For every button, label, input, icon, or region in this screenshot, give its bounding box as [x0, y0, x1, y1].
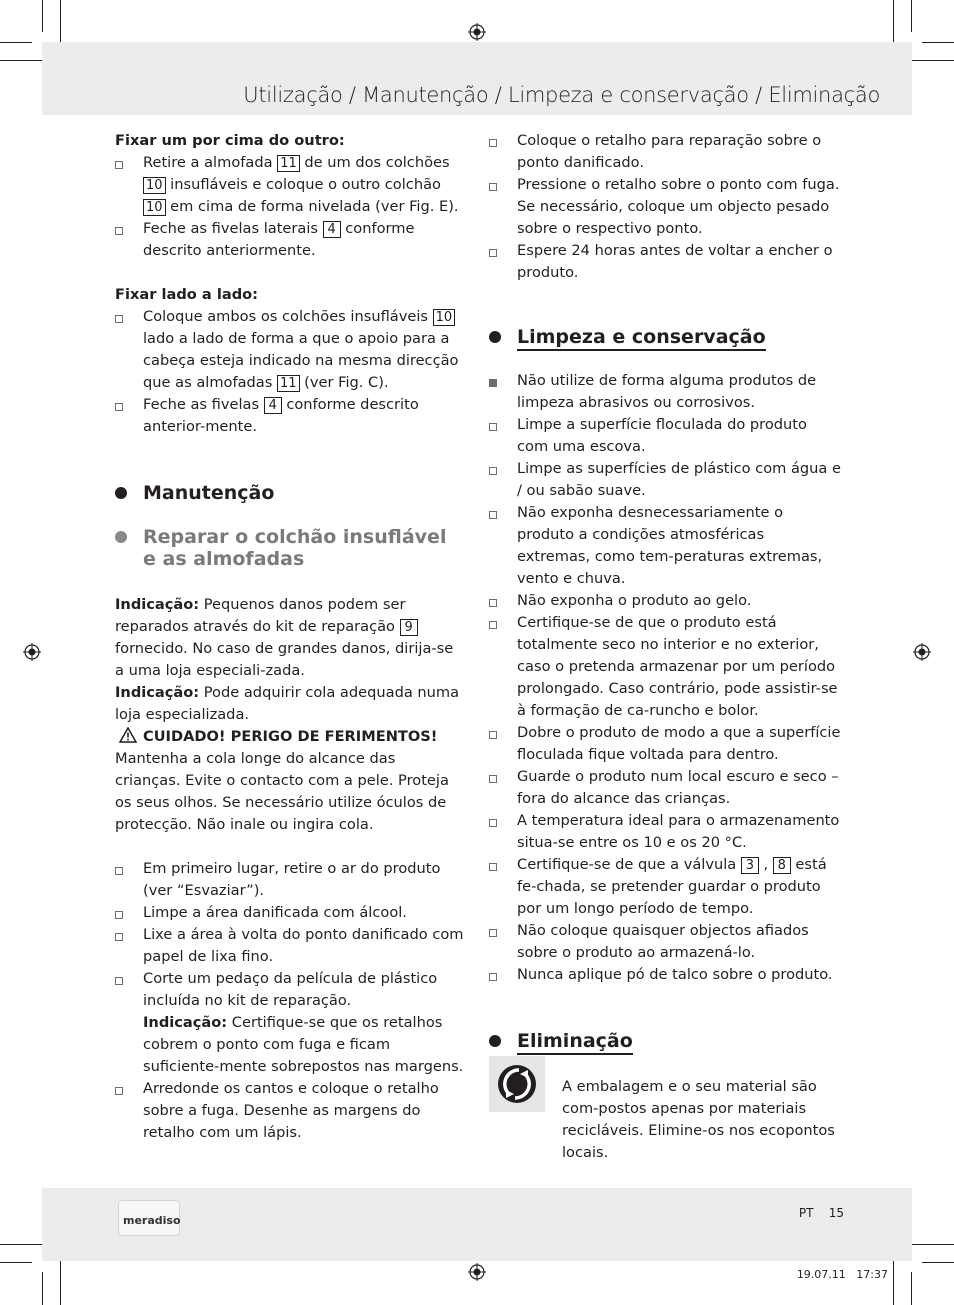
crop-mark [893, 1257, 894, 1305]
list-item: Certifique-se de que o produto está totalmente seco no interior e no exterior, caso o pretenda armazenar por um período prolongado. Caso contrário, pode assistir-se à formação de ca-runcho e bolor. [489, 612, 841, 722]
part-number: 11 [277, 375, 300, 392]
bullet-dot-icon [115, 487, 127, 499]
checkbox-bullet-icon [489, 467, 497, 475]
part-number: 8 [773, 857, 791, 874]
checkbox-bullet-icon [489, 599, 497, 607]
list-item: Não exponha o produto ao gelo. [489, 590, 841, 612]
checkbox-bullet-icon [489, 819, 497, 827]
checkbox-bullet-icon [115, 977, 123, 985]
list-item: Lixe a área à volta do ponto danificado com papel de lixa fino. [115, 924, 465, 968]
list-item: Coloque o retalho para reparação sobre o ponto danificado. [489, 130, 841, 174]
list-item: Não exponha desnecessariamente o produto a condições atmosféricas extremas, como tem-peraturas extremas, vento e chuva. [489, 502, 841, 590]
crop-mark [42, 0, 43, 32]
checkbox-bullet-icon [489, 731, 497, 739]
stacked-instructions [115, 152, 465, 262]
part-number: 4 [323, 221, 341, 238]
right-column [489, 130, 841, 1164]
part-number: 10 [143, 199, 166, 216]
checkbox-bullet-icon [489, 621, 497, 629]
checkbox-bullet-icon [489, 929, 497, 937]
checkbox-bullet-icon [115, 227, 123, 235]
list-item: Dobre o produto de modo a que a superfície floculada fique voltada para dentro. [489, 722, 841, 766]
list-item: Não utilize de forma alguma produtos de limpeza abrasivos ou corrosivos. [489, 370, 841, 414]
checkbox-bullet-icon [489, 139, 497, 147]
crop-mark [60, 1257, 61, 1305]
list-item: Nunca aplique pó de talco sobre o produto. [489, 964, 841, 986]
subheading-stacked: Fixar um por cima do outro: [115, 132, 345, 149]
crop-mark [906, 60, 954, 61]
checkbox-bullet-icon [115, 1087, 123, 1095]
checkbox-bullet-icon [489, 183, 497, 191]
part-number: 10 [143, 177, 166, 194]
bullet-dot-icon [489, 1035, 501, 1047]
side-by-side-instructions [115, 306, 465, 438]
section-heading-limpeza: Limpeza e conservação [489, 326, 841, 348]
section-heading-manutencao: Manutenção [115, 482, 465, 504]
green-dot-recycling-icon [489, 1056, 545, 1112]
crop-mark [0, 60, 48, 61]
list-item: Coloque ambos os colchões insufláveis 10 lado a lado de forma a que o apoio para a cabeça esteja indicado na mesma direcção que as almofadas 11 (ver Fig. C). [115, 306, 465, 394]
page-number: PT 15 [798, 1206, 844, 1220]
brand-logo [118, 1200, 180, 1236]
crop-mark [60, 0, 61, 48]
list-item: Certifique-se de que a válvula 3 , 8 está fe-chada, se pretender guardar o produto por um longo período de tempo. [489, 854, 841, 920]
checkbox-bullet-icon [115, 911, 123, 919]
checkbox-bullet-icon [489, 973, 497, 981]
checkbox-bullet-icon [489, 249, 497, 257]
list-item: Feche as fivelas 4 conforme descrito anterior-mente. [115, 394, 465, 438]
checkbox-bullet-icon [489, 511, 497, 519]
checkbox-bullet-icon [115, 403, 123, 411]
part-number: 10 [433, 309, 456, 326]
crop-mark [893, 0, 894, 48]
subheading-side-by-side: Fixar lado a lado: [115, 286, 259, 303]
part-number: 3 [741, 857, 759, 874]
warning-triangle-icon [119, 727, 137, 743]
crop-mark [911, 0, 912, 32]
brand-name: meradiso [123, 1214, 181, 1227]
checkbox-bullet-icon [489, 863, 497, 871]
registration-mark-icon [23, 643, 41, 661]
repair-steps-continued [489, 130, 841, 284]
crop-mark [922, 42, 954, 43]
crop-mark [922, 1262, 954, 1263]
crop-mark [42, 1272, 43, 1305]
registration-mark-icon [913, 643, 931, 661]
recycling-symbol-box [489, 1056, 545, 1112]
bullet-dot-icon [489, 331, 501, 343]
warning-heading: CUIDADO! PERIGO DE FERIMENTOS! [115, 726, 465, 748]
repair-steps [115, 858, 465, 1144]
checkbox-bullet-icon [489, 423, 497, 431]
list-item: Pressione o retalho sobre o ponto com fuga. Se necessário, coloque um objecto pesado sobre o respectivo ponto. [489, 174, 841, 240]
bullet-dot-icon [115, 531, 127, 543]
checkbox-bullet-icon [489, 775, 497, 783]
list-item: A temperatura ideal para o armazenamento situa-se entre os 10 e os 20 °C. [489, 810, 841, 854]
care-instructions [489, 370, 841, 986]
checkbox-bullet-icon [115, 161, 123, 169]
list-item: Corte um pedaço da película de plástico incluída no kit de reparação. Indicação: Certifique-se que os retalhos cobrem o ponto com fuga e ficam suficiente-mente sobrepostos nas margens. [115, 968, 465, 1078]
registration-mark-icon [468, 23, 486, 41]
list-item: Espere 24 horas antes de voltar a encher o produto. [489, 240, 841, 284]
warning-text: Mantenha a cola longe do alcance das crianças. Evite o contacto com a pele. Proteja os seus olhos. Se necessário utilize óculos de protecção. Não inale ou ingira cola. [115, 750, 449, 833]
list-item: Não coloque quaisquer objectos afiados sobre o produto ao armazená-lo. [489, 920, 841, 964]
list-item: Retire a almofada 11 de um dos colchões 10 insufláveis e coloque o outro colchão 10 em cima de forma nivelada (ver Fig. E). [115, 152, 465, 218]
section-heading-reparar: Reparar o colchão insuflável e as almofadas [115, 526, 465, 570]
repair-note-glue: Indicação: Pode adquirir cola adequada numa loja especializada. [115, 684, 460, 723]
filled-square-bullet-icon [489, 379, 497, 387]
crop-mark [911, 1272, 912, 1305]
repair-note-kit: Indicação: Pequenos danos podem ser reparados através do kit de reparação 9 fornecido. No caso de grandes danos, dirija-se a uma loja especiali-zada. [115, 596, 454, 679]
crop-mark [0, 42, 32, 43]
section-heading-eliminacao: Eliminação [489, 1030, 841, 1052]
checkbox-bullet-icon [115, 867, 123, 875]
print-timestamp: 19.07.11 17:37 [796, 1268, 888, 1281]
list-item: Em primeiro lugar, retire o ar do produto (ver “Esvaziar”). [115, 858, 465, 902]
disposal-text: A embalagem e o seu material são com-postos apenas por materiais recicláveis. Elimine-os nos ecopontos locais. [562, 1078, 835, 1161]
page-title: Utilização / Manutenção / Limpeza e conservação / Eliminação [243, 83, 880, 107]
list-item: Feche as fivelas laterais 4 conforme descrito anteriormente. [115, 218, 465, 262]
crop-mark [0, 1262, 32, 1263]
list-item: Limpe a área danificada com álcool. [115, 902, 465, 924]
part-number: 11 [277, 155, 300, 172]
part-number: 9 [400, 619, 418, 636]
left-column [115, 130, 465, 1144]
list-item: Limpe a superfície floculada do produto com uma escova. [489, 414, 841, 458]
list-item: Limpe as superfícies de plástico com água e / ou sabão suave. [489, 458, 841, 502]
registration-mark-icon [468, 1263, 486, 1281]
part-number: 4 [264, 397, 282, 414]
list-item: Arredonde os cantos e coloque o retalho sobre a fuga. Desenhe as margens do retalho com um lápis. [115, 1078, 465, 1144]
crop-mark [906, 1244, 954, 1245]
checkbox-bullet-icon [115, 315, 123, 323]
crop-mark [0, 1244, 48, 1245]
list-item: Guarde o produto num local escuro e seco – fora do alcance das crianças. [489, 766, 841, 810]
checkbox-bullet-icon [115, 933, 123, 941]
